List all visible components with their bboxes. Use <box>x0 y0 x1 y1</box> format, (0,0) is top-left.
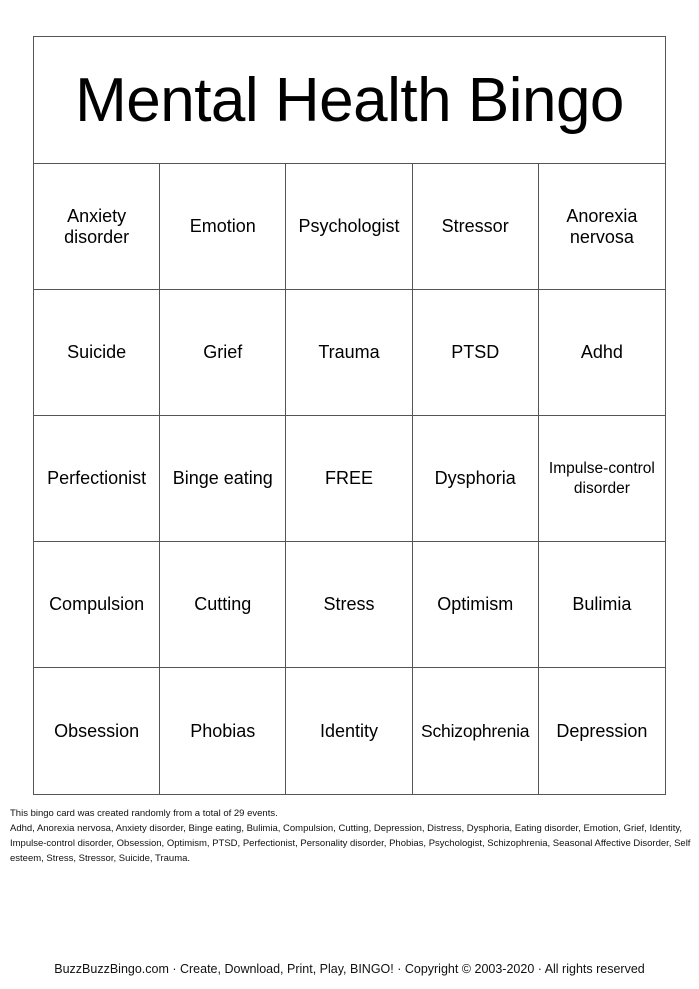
bingo-cell-r3c4: Dysphoria <box>413 416 539 542</box>
bingo-cell-r1c4: Stressor <box>413 164 539 290</box>
bingo-cell-r4c1: Compulsion <box>34 542 160 668</box>
bingo-cell-r5c5: Depression <box>556 720 648 741</box>
notes-events-list: Adhd, Anorexia nervosa, Anxiety disorder, Binge eating, Bulimia, Compulsion, Cutting, Depression, Distress, Dysphoria, Eating disorder, Emotion, Grief, Identity, Impulse-control disorder, Obsession, Optimism, PTSD, Perfectionist, Personality disorder, Phobias, Psychologist, Schizophrenia, Seasonal Affective Disorder, Self esteem, Stress, Stressor, Suicide, Trauma. <box>10 823 691 864</box>
bingo-cell-r2c5: Adhd <box>539 290 665 416</box>
bingo-cell-r5c4: Schizophrenia <box>413 668 539 794</box>
page-footer: BuzzBuzzBingo.com · Create, Download, Print, Play, BINGO! · Copyright © 2003-2020 · All rights reserved <box>54 962 645 976</box>
bingo-cell-r2c3: Trauma <box>286 290 412 416</box>
bingo-cell-r1c3: Psychologist <box>286 164 412 290</box>
card-notes <box>10 806 695 866</box>
bingo-cell-r1c5: Anorexia nervosa <box>539 164 665 290</box>
bingo-cell-r3c1: Perfectionist <box>34 416 160 542</box>
bingo-cell-r2c2: Grief <box>160 290 286 416</box>
bingo-cell-r2c4: PTSD <box>413 290 539 416</box>
bingo-cell-r4c4: Optimism <box>413 542 539 668</box>
bingo-cell-r1c1: Anxiety disorder <box>34 164 160 290</box>
notes-summary: This bingo card was created randomly from a total of 29 events. <box>10 808 278 819</box>
bingo-cell-r3c5: Impulse-control disorder <box>539 416 665 542</box>
bingo-cell-r2c1: Suicide <box>34 290 160 416</box>
bingo-grid <box>34 164 665 794</box>
bingo-cell-free: FREE <box>286 416 412 542</box>
bingo-cell-r5c2: Phobias <box>160 668 286 794</box>
bingo-cell-r5c3: Identity <box>286 668 412 794</box>
bingo-cell-r4c3: Stress <box>286 542 412 668</box>
bingo-cell-r5c1: Obsession <box>34 668 160 794</box>
bingo-card <box>33 36 666 795</box>
bingo-cell-r3c2: Binge eating <box>160 416 286 542</box>
bingo-cell-r4c2: Cutting <box>160 542 286 668</box>
card-title: Mental Health Bingo <box>34 37 665 164</box>
bingo-cell-r4c5: Bulimia <box>539 542 665 668</box>
bingo-cell-r1c2: Emotion <box>160 164 286 290</box>
